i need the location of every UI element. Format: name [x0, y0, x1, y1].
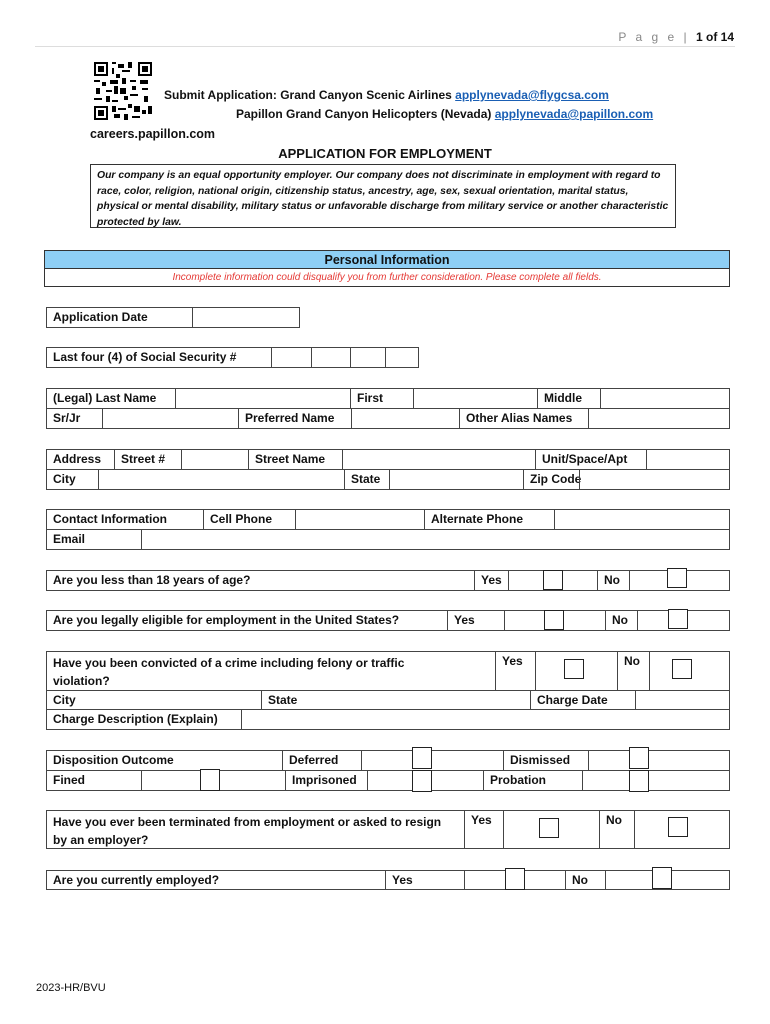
label-yes: Yes	[495, 651, 536, 691]
personal-info-note: Incomplete information could disqualify you from further consideration. Please complete all fields.	[44, 269, 730, 287]
cell-phone-input[interactable]	[295, 509, 425, 530]
label-state: State	[344, 469, 390, 490]
dismissed-checkbox[interactable]	[629, 747, 649, 769]
submit-line-2: Papillon Grand Canyon Helicopters (Nevada) applynevada@papillon.com	[236, 107, 654, 121]
ssn-digit-1[interactable]	[271, 347, 312, 368]
email-link-flygcsa[interactable]: applynevada@flygcsa.com	[455, 88, 609, 102]
city-input[interactable]	[98, 469, 345, 490]
label-ssn: Last four (4) of Social Security #	[46, 347, 272, 368]
street-name-input[interactable]	[342, 449, 536, 470]
convicted-no-checkbox[interactable]	[672, 659, 692, 679]
page-title: APPLICATION FOR EMPLOYMENT	[278, 146, 492, 161]
charge-date-input[interactable]	[635, 690, 730, 710]
terminated-no-checkbox[interactable]	[668, 817, 688, 837]
employed-yes-checkbox[interactable]	[505, 868, 525, 890]
label-middle: Middle	[537, 388, 601, 409]
label-street-name: Street Name	[248, 449, 343, 470]
label-contact-info: Contact Information	[46, 509, 204, 530]
label-other-alias: Other Alias Names	[459, 408, 589, 429]
application-date-input[interactable]	[192, 307, 300, 328]
label-application-date: Application Date	[46, 307, 193, 328]
label-zip: Zip Code	[523, 469, 580, 490]
under-18-yes-checkbox[interactable]	[543, 570, 563, 590]
label-charge-date: Charge Date	[530, 690, 636, 710]
deferred-checkbox[interactable]	[412, 747, 432, 769]
personal-info-heading: Personal Information	[44, 250, 730, 269]
qr-code-icon	[94, 62, 152, 120]
label-disposition-outcome: Disposition Outcome	[46, 750, 283, 771]
footer-code: 2023-HR/BVU	[36, 982, 106, 994]
label-city: City	[46, 469, 99, 490]
question-terminated: Have you ever been terminated from employment or asked to resign by an employer?	[46, 810, 465, 849]
dismissed-cell	[588, 750, 730, 771]
email-input[interactable]	[141, 529, 730, 550]
label-no: No	[605, 610, 638, 631]
label-street-num: Street #	[114, 449, 182, 470]
label-fined: Fined	[46, 770, 142, 791]
preferred-name-input[interactable]	[351, 408, 460, 429]
first-name-input[interactable]	[413, 388, 538, 409]
label-yes: Yes	[385, 870, 465, 890]
label-address: Address	[46, 449, 115, 470]
eligible-yes-checkbox[interactable]	[544, 610, 564, 630]
other-alias-input[interactable]	[588, 408, 730, 429]
label-imprisoned: Imprisoned	[285, 770, 368, 791]
eligible-no-checkbox[interactable]	[668, 609, 688, 629]
question-convicted: Have you been convicted of a crime including felony or traffic violation?	[46, 651, 496, 691]
label-preferred-name: Preferred Name	[238, 408, 352, 429]
ssn-digit-3[interactable]	[350, 347, 386, 368]
email-link-papillon[interactable]: applynevada@papillon.com	[494, 107, 654, 121]
label-email: Email	[46, 529, 142, 550]
middle-name-input[interactable]	[600, 388, 730, 409]
zip-input[interactable]	[579, 469, 730, 490]
question-under-18: Are you less than 18 years of age?	[46, 570, 475, 591]
header-divider	[35, 46, 735, 47]
label-conviction-state: State	[261, 690, 531, 710]
label-first: First	[350, 388, 414, 409]
deferred-cell	[361, 750, 504, 771]
label-yes: Yes	[447, 610, 505, 631]
label-no: No	[599, 810, 635, 849]
eeo-statement: Our company is an equal opportunity employer. Our company does not discriminate in employment with regard to race, color, religion, national origin, citizenship status, ancestry, age, sex, sexual orientation, marital status, physical or mental disability, military status or unfavorable discharge from military service or another characteristic protected by law.	[90, 164, 676, 228]
label-sr-jr: Sr/Jr	[46, 408, 103, 429]
probation-cell	[582, 770, 730, 791]
state-input[interactable]	[389, 469, 524, 490]
question-employed: Are you currently employed?	[46, 870, 386, 890]
convicted-yes-checkbox[interactable]	[564, 659, 584, 679]
label-no: No	[617, 651, 650, 691]
label-yes: Yes	[464, 810, 504, 849]
question-eligible-us: Are you legally eligible for employment in the United States?	[46, 610, 448, 631]
ssn-digit-4[interactable]	[385, 347, 419, 368]
label-charge-description: Charge Description (Explain)	[46, 709, 242, 730]
label-alt-phone: Alternate Phone	[424, 509, 555, 530]
ssn-digit-2[interactable]	[311, 347, 351, 368]
label-probation: Probation	[483, 770, 583, 791]
label-legal-last-name: (Legal) Last Name	[46, 388, 176, 409]
label-deferred: Deferred	[282, 750, 362, 771]
label-no: No	[565, 870, 606, 890]
terminated-yes-checkbox[interactable]	[539, 818, 559, 838]
legal-last-name-input[interactable]	[175, 388, 351, 409]
fined-checkbox[interactable]	[200, 769, 220, 791]
label-no: No	[597, 570, 630, 591]
label-yes: Yes	[474, 570, 509, 591]
street-num-input[interactable]	[181, 449, 249, 470]
probation-checkbox[interactable]	[629, 770, 649, 792]
sr-jr-input[interactable]	[102, 408, 239, 429]
under-18-no-checkbox[interactable]	[667, 568, 687, 588]
imprisoned-checkbox[interactable]	[412, 770, 432, 792]
page-number: P a g e | 1 of 14	[618, 30, 734, 44]
careers-link[interactable]: careers.papillon.com	[90, 127, 216, 141]
unit-input[interactable]	[646, 449, 730, 470]
label-conviction-city: City	[46, 690, 262, 710]
employed-no-checkbox[interactable]	[652, 867, 672, 889]
label-dismissed: Dismissed	[503, 750, 589, 771]
label-unit: Unit/Space/Apt	[535, 449, 647, 470]
charge-description-input[interactable]	[241, 709, 730, 730]
submit-line-1: Submit Application: Grand Canyon Scenic Airlines applynevada@flygcsa.com	[164, 88, 609, 102]
label-cell-phone: Cell Phone	[203, 509, 296, 530]
alt-phone-input[interactable]	[554, 509, 730, 530]
